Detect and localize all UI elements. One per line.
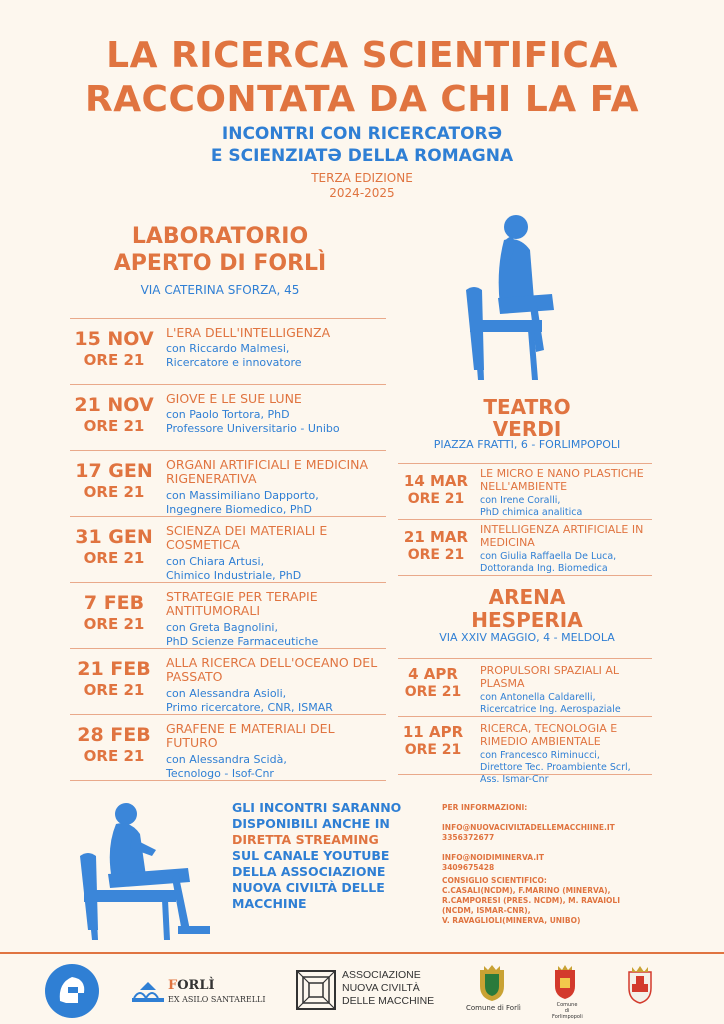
forli-logo-sub: EX ASILO SANTARELLI xyxy=(168,995,266,1004)
event-datetime xyxy=(70,328,158,370)
event-date: 14 MAR xyxy=(403,472,469,490)
arena-name-line-1: ARENA xyxy=(488,585,566,609)
assoc-line-3: DELLE MACCHINE xyxy=(342,995,435,1007)
event-time: ORE 21 xyxy=(83,483,145,501)
arena-event-list xyxy=(398,658,652,786)
event-speaker-role: Chimico Industriale, PhD xyxy=(166,568,302,582)
event-speaker: con Chiara Artusi, xyxy=(166,554,265,568)
assoc-line-2: NUOVA CIVILTÀ xyxy=(342,982,420,994)
event-datetime xyxy=(398,723,468,759)
committee-line-2: R.CAMPORESI (PRES. NCDM), M. RAVAIOLI xyxy=(442,896,620,905)
event-date: 15 NOV xyxy=(74,328,154,350)
arena-address: VIA XXIV MAGGIO, 4 - MELDOLA xyxy=(439,631,615,644)
event-datetime xyxy=(398,472,474,508)
subtitle-line-1: INCONTRI CON RICERCATORƏ xyxy=(221,124,503,144)
forli-logo-name xyxy=(168,978,215,993)
title-line-2: RACCONTATA DA CHI LA FA xyxy=(84,79,640,120)
event-speaker: con Paolo Tortora, PhD xyxy=(166,408,290,422)
event-datetime xyxy=(398,665,468,701)
comune-forlimpopoli-coat-of-arms-icon xyxy=(552,964,578,1000)
event-speaker-role: Dottoranda Ing. Biomedica xyxy=(480,563,608,575)
info-phone-2[interactable]: 3409675428 xyxy=(442,863,495,872)
event-date: 21 NOV xyxy=(74,394,154,416)
event-title: SCIENZA DEI MATERIALI E COSMETICA xyxy=(166,523,328,553)
event-datetime xyxy=(70,394,158,436)
event-title: INTELLIGENZA ARTIFICIALE IN MEDICINA xyxy=(480,523,644,549)
committee-line-3: (NCDM, ISMAR-CNR), xyxy=(442,906,531,915)
event-date: 28 FEB xyxy=(77,724,151,746)
teatro-name-line-2: VERDI xyxy=(492,417,562,441)
event-title: RICERCA, TECNOLOGIA E RIMEDIO AMBIENTALE xyxy=(480,722,618,748)
event-speaker-role: PhD chimica analitica xyxy=(480,507,583,519)
event-row xyxy=(70,516,386,582)
event-speaker: con Massimiliano Dapporto, xyxy=(166,488,319,502)
event-time: ORE 21 xyxy=(83,549,145,567)
years: 2024-2025 xyxy=(329,186,395,200)
assoc-line-1: ASSOCIAZIONE xyxy=(342,969,421,981)
event-details xyxy=(166,722,386,780)
event-title: L'ERA DELL'INTELLIGENZA xyxy=(166,325,331,340)
event-title: STRATEGIE PER TERAPIE ANTITUMORALI xyxy=(166,589,318,619)
event-speaker-role: Ricercatore e innovatore xyxy=(166,356,302,370)
event-row xyxy=(398,463,652,519)
info-email-1[interactable]: INFO@NUOVACIVILTADELLEMACCHIINE.IT xyxy=(442,823,615,832)
nuova-civilta-logo-icon xyxy=(296,970,336,1010)
forli-logo-initial: F xyxy=(168,978,178,993)
event-time: ORE 21 xyxy=(407,491,465,507)
event-speaker: con Greta Bagnolini, xyxy=(166,620,278,634)
title-line-1: LA RICERCA SCIENTIFICA xyxy=(106,35,618,76)
event-datetime xyxy=(70,460,158,502)
minerva-helmet-logo-icon xyxy=(44,963,100,1019)
info-block xyxy=(442,803,682,926)
event-time: ORE 21 xyxy=(83,681,145,699)
event-row xyxy=(70,318,386,384)
venue-name-line-2: APERTO DI FORLÌ xyxy=(113,251,327,276)
streaming-line-1: GLI INCONTRI SARANNO xyxy=(232,800,402,815)
venue-address: VIA CATERINA SFORZA, 45 xyxy=(140,283,300,297)
streaming-line-4: SUL CANALE YOUTUBE xyxy=(232,848,390,863)
event-datetime xyxy=(70,526,158,568)
teatro-address: PIAZZA FRATTI, 6 - FORLIMPOPOLI xyxy=(433,438,621,451)
forli-bridge-logo-icon xyxy=(130,980,166,1004)
left-event-list xyxy=(70,318,386,781)
event-details xyxy=(480,524,652,575)
event-date: 11 APR xyxy=(402,723,464,741)
comune-meldola-coat-of-arms-icon xyxy=(626,964,654,1004)
event-datetime xyxy=(398,528,474,564)
streaming-line-6: NUOVA CIVILTÀ DELLE xyxy=(232,880,385,895)
info-phone-1[interactable]: 3356372677 xyxy=(442,833,495,842)
assoc-logo-text xyxy=(342,969,434,1008)
event-speaker: con Irene Coralli, xyxy=(480,495,561,507)
subtitle-line-2: E SCIENZIATƏ DELLA ROMAGNA xyxy=(210,146,514,166)
event-row xyxy=(398,658,652,716)
event-datetime xyxy=(70,658,158,700)
event-speaker: con Riccardo Malmesi, xyxy=(166,342,290,356)
event-speaker-role: Direttore Tec. Proambiente Scrl, xyxy=(480,762,631,774)
event-speaker: con Alessandra Scidà, xyxy=(166,752,287,766)
streaming-line-7: MACCHINE xyxy=(232,896,307,911)
event-datetime xyxy=(70,724,158,766)
event-details xyxy=(480,468,652,519)
event-list-end-divider xyxy=(398,575,652,576)
event-datetime xyxy=(70,592,158,634)
event-date: 7 FEB xyxy=(83,592,145,614)
comune-forli-coat-of-arms-icon xyxy=(476,964,508,1002)
event-speaker-role: Tecnologo - Isof-Cnr xyxy=(166,766,274,780)
comune-forlimpopoli-label xyxy=(552,1002,582,1020)
event-time: ORE 21 xyxy=(407,547,465,563)
event-details xyxy=(166,524,386,582)
streaming-line-3: DIRETTA STREAMING xyxy=(232,832,379,847)
event-speaker: con Giulia Raffaella De Luca, xyxy=(480,551,617,563)
event-speaker: con Alessandra Asioli, xyxy=(166,686,287,700)
committee-heading: CONSIGLIO SCIENTIFICO: xyxy=(442,876,547,885)
event-details xyxy=(166,458,386,516)
event-time: ORE 21 xyxy=(83,351,145,369)
event-speaker-role: Primo ricercatore, CNR, ISMAR xyxy=(166,700,333,714)
streaming-line-5: DELLA ASSOCIAZIONE xyxy=(232,864,386,879)
venue-name-line-1: LABORATORIO xyxy=(131,224,309,249)
event-title: ORGANI ARTIFICIALI E MEDICINA RIGENERATIVA xyxy=(166,457,369,487)
event-speaker-role: Professore Universitario - Unibo xyxy=(166,422,340,436)
event-row xyxy=(70,384,386,450)
event-title: ALLA RICERCA DELL'OCEANO DEL PASSATO xyxy=(166,655,378,685)
committee-line-4: V. RAVAGLIOLI(MINERVA, UNIBO) xyxy=(442,916,581,925)
event-date: 31 GEN xyxy=(75,526,153,548)
committee-line-1: C.CASALI(NCDM), F.MARINO (MINERVA), xyxy=(442,886,611,895)
streaming-notice xyxy=(232,800,432,912)
seated-thinker-silhouette-icon xyxy=(460,210,560,385)
arena-name-line-2: HESPERIA xyxy=(471,608,583,632)
teatro-event-list xyxy=(398,463,652,576)
forli-logo-rest: ORLÌ xyxy=(177,978,215,993)
event-speaker: con Antonella Caldarelli, xyxy=(480,692,596,704)
streaming-line-2: DISPONIBILI ANCHE IN xyxy=(232,816,390,831)
event-title: GRAFENE E MATERIALI DEL FUTURO xyxy=(166,721,335,751)
info-heading: PER INFORMAZIONI: xyxy=(442,803,528,812)
event-title: GIOVE E LE SUE LUNE xyxy=(166,391,302,406)
event-row xyxy=(398,716,652,786)
event-speaker-role: Ingegnere Biomedico, PhD xyxy=(166,502,312,516)
comune-forli-label: Comune di Forlì xyxy=(466,1004,521,1012)
event-time: ORE 21 xyxy=(404,742,462,758)
teatro-name-line-1: TEATRO xyxy=(483,395,571,419)
event-row xyxy=(70,450,386,516)
footer-divider xyxy=(0,952,724,954)
event-time: ORE 21 xyxy=(83,417,145,435)
event-row xyxy=(70,648,386,714)
event-details xyxy=(166,392,386,436)
edition: TERZA EDIZIONE xyxy=(311,171,413,185)
event-date: 17 GEN xyxy=(75,460,153,482)
event-details xyxy=(166,590,386,648)
event-time: ORE 21 xyxy=(83,747,145,765)
event-time: ORE 21 xyxy=(83,615,145,633)
event-date: 21 FEB xyxy=(77,658,151,680)
event-details xyxy=(480,665,652,716)
event-time: ORE 21 xyxy=(404,684,462,700)
event-row xyxy=(70,582,386,648)
event-speaker-role-2: Ass. Ismar-Cnr xyxy=(480,774,549,786)
event-title: LE MICRO E NANO PLASTICHE NELL'AMBIENTE xyxy=(480,467,644,493)
info-email-2[interactable]: INFO@NOIDIMINERVA.IT xyxy=(442,853,544,862)
event-row xyxy=(70,714,386,780)
event-speaker-role: Ricercatrice Ing. Aerospaziale xyxy=(480,704,621,716)
event-date: 21 MAR xyxy=(403,528,469,546)
seated-reader-silhouette-icon xyxy=(78,798,218,943)
event-details xyxy=(166,656,386,714)
event-details xyxy=(166,326,386,370)
comune-forlimpopoli-label-2: di Forlimpopoli xyxy=(552,1008,583,1020)
event-details xyxy=(480,723,652,786)
event-speaker-role: PhD Scienze Farmaceutiche xyxy=(166,634,319,648)
event-row xyxy=(398,519,652,575)
event-title: PROPULSORI SPAZIALI AL PLASMA xyxy=(480,664,620,690)
event-date: 4 APR xyxy=(408,665,458,683)
comune-forlimpopoli-label-1: Comune xyxy=(556,1002,578,1008)
event-speaker: con Francesco Riminucci, xyxy=(480,750,600,762)
